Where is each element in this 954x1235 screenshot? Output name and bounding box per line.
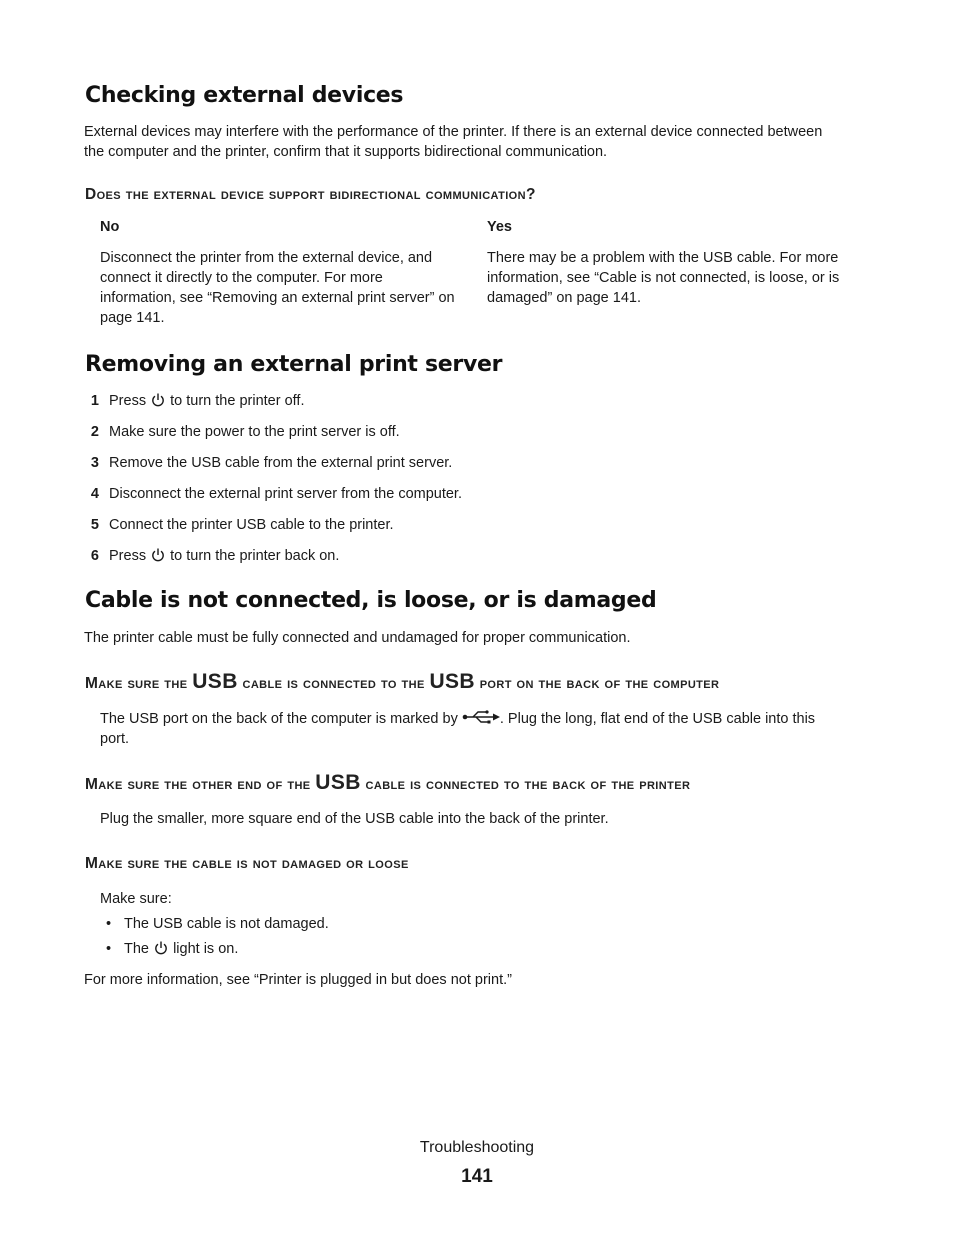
table-cell-yes-line: damaged” on page 141. [487, 290, 641, 306]
step-number: 6 [90, 548, 99, 564]
heading-part: cable is connected to the [237, 675, 430, 692]
footer-section-label: Troubleshooting [419, 1139, 535, 1156]
step-text: Remove the USB cable from the external print server. [109, 455, 453, 471]
table-cell-no-line: Disconnect the printer from the external device, and [100, 250, 433, 266]
more-information-text: For more information, see “Printer is plugged in but does not print.” [84, 972, 512, 988]
power-icon [151, 547, 165, 563]
power-icon [154, 940, 168, 956]
step-text-before: Press [109, 393, 147, 409]
heading-part: USB [192, 670, 238, 693]
usb-icon [462, 710, 500, 724]
usb-computer-text-before: The USB port on the back of the computer is marked by [100, 711, 458, 727]
table-cell-no-line: information, see “Removing an external print server” on [100, 290, 455, 306]
bullet-icon: • [106, 941, 112, 957]
table-header-no: No [100, 219, 120, 235]
step-text-before: Press [109, 548, 147, 564]
cable-intro: The printer cable must be fully connected and undamaged for proper communication. [84, 630, 631, 646]
question-heading: Does the external device support bidirectional communication? [85, 186, 536, 203]
usb-computer-text [100, 709, 815, 749]
step-number: 4 [90, 486, 99, 502]
table-cell-yes [487, 248, 839, 308]
step-text: Connect the printer USB cable to the printer. [109, 517, 394, 533]
heading-part: USB [429, 670, 475, 693]
table-cell-no-line: page 141. [100, 310, 165, 326]
list-item-text-after: light is on. [173, 941, 239, 957]
heading-part: Make sure the other end of the [85, 776, 316, 793]
heading-part: USB [315, 771, 361, 794]
section-title-cable-not-connected: Cable is not connected, is loose, or is damaged [85, 588, 657, 613]
usb-printer-text: Plug the smaller, more square end of the USB cable into the back of the printer. [100, 811, 609, 827]
checking-intro-line-1: External devices may interfere with the performance of the printer. If there is an external device connected between [84, 124, 823, 140]
table-cell-yes-line: information, see “Cable is not connected, is loose, or is [487, 270, 840, 286]
table-cell-yes-line: There may be a problem with the USB cable. For more [487, 250, 839, 266]
list-item-text-before: The [124, 941, 149, 957]
step-text-after: to turn the printer off. [170, 393, 305, 409]
step-text [109, 390, 304, 412]
table-cell-no [100, 248, 455, 328]
step-text-after: to turn the printer back on. [170, 548, 340, 564]
table-header-yes: Yes [487, 219, 512, 235]
subheading-cable-damaged: Make sure the cable is not damaged or loose [85, 855, 409, 872]
step-text: Disconnect the external print server from the computer. [109, 486, 462, 502]
heading-part: port on the back of the computer [474, 675, 720, 692]
list-item-text [124, 938, 238, 960]
step-text [109, 545, 339, 567]
step-number: 1 [90, 393, 99, 409]
power-icon [151, 392, 165, 408]
usb-computer-text-after: . Plug the long, flat end of the USB cable into this [499, 711, 816, 727]
step-text: Make sure the power to the print server is off. [109, 424, 400, 440]
heading-part: cable is connected to the back of the printer [360, 776, 691, 793]
checking-intro-line-2: the computer and the printer, confirm that it supports bidirectional communication. [84, 144, 608, 160]
usb-computer-text-line-2: port. [100, 731, 130, 747]
page-number: 141 [461, 1166, 493, 1187]
subheading-usb-printer [85, 771, 690, 795]
step-number: 5 [90, 517, 99, 533]
make-sure-lead: Make sure: [100, 891, 172, 907]
section-title-removing-print-server: Removing an external print server [85, 352, 503, 377]
section-title-checking-external-devices: Checking external devices [85, 83, 404, 108]
step-number: 3 [90, 455, 99, 471]
heading-part: Make sure the [85, 675, 193, 692]
list-item-text: The USB cable is not damaged. [124, 916, 329, 932]
step-number: 2 [90, 424, 99, 440]
bullet-icon: • [106, 916, 112, 932]
table-cell-no-line: connect it directly to the computer. For more [100, 270, 383, 286]
checking-intro [84, 122, 822, 162]
subheading-usb-computer [85, 670, 719, 694]
